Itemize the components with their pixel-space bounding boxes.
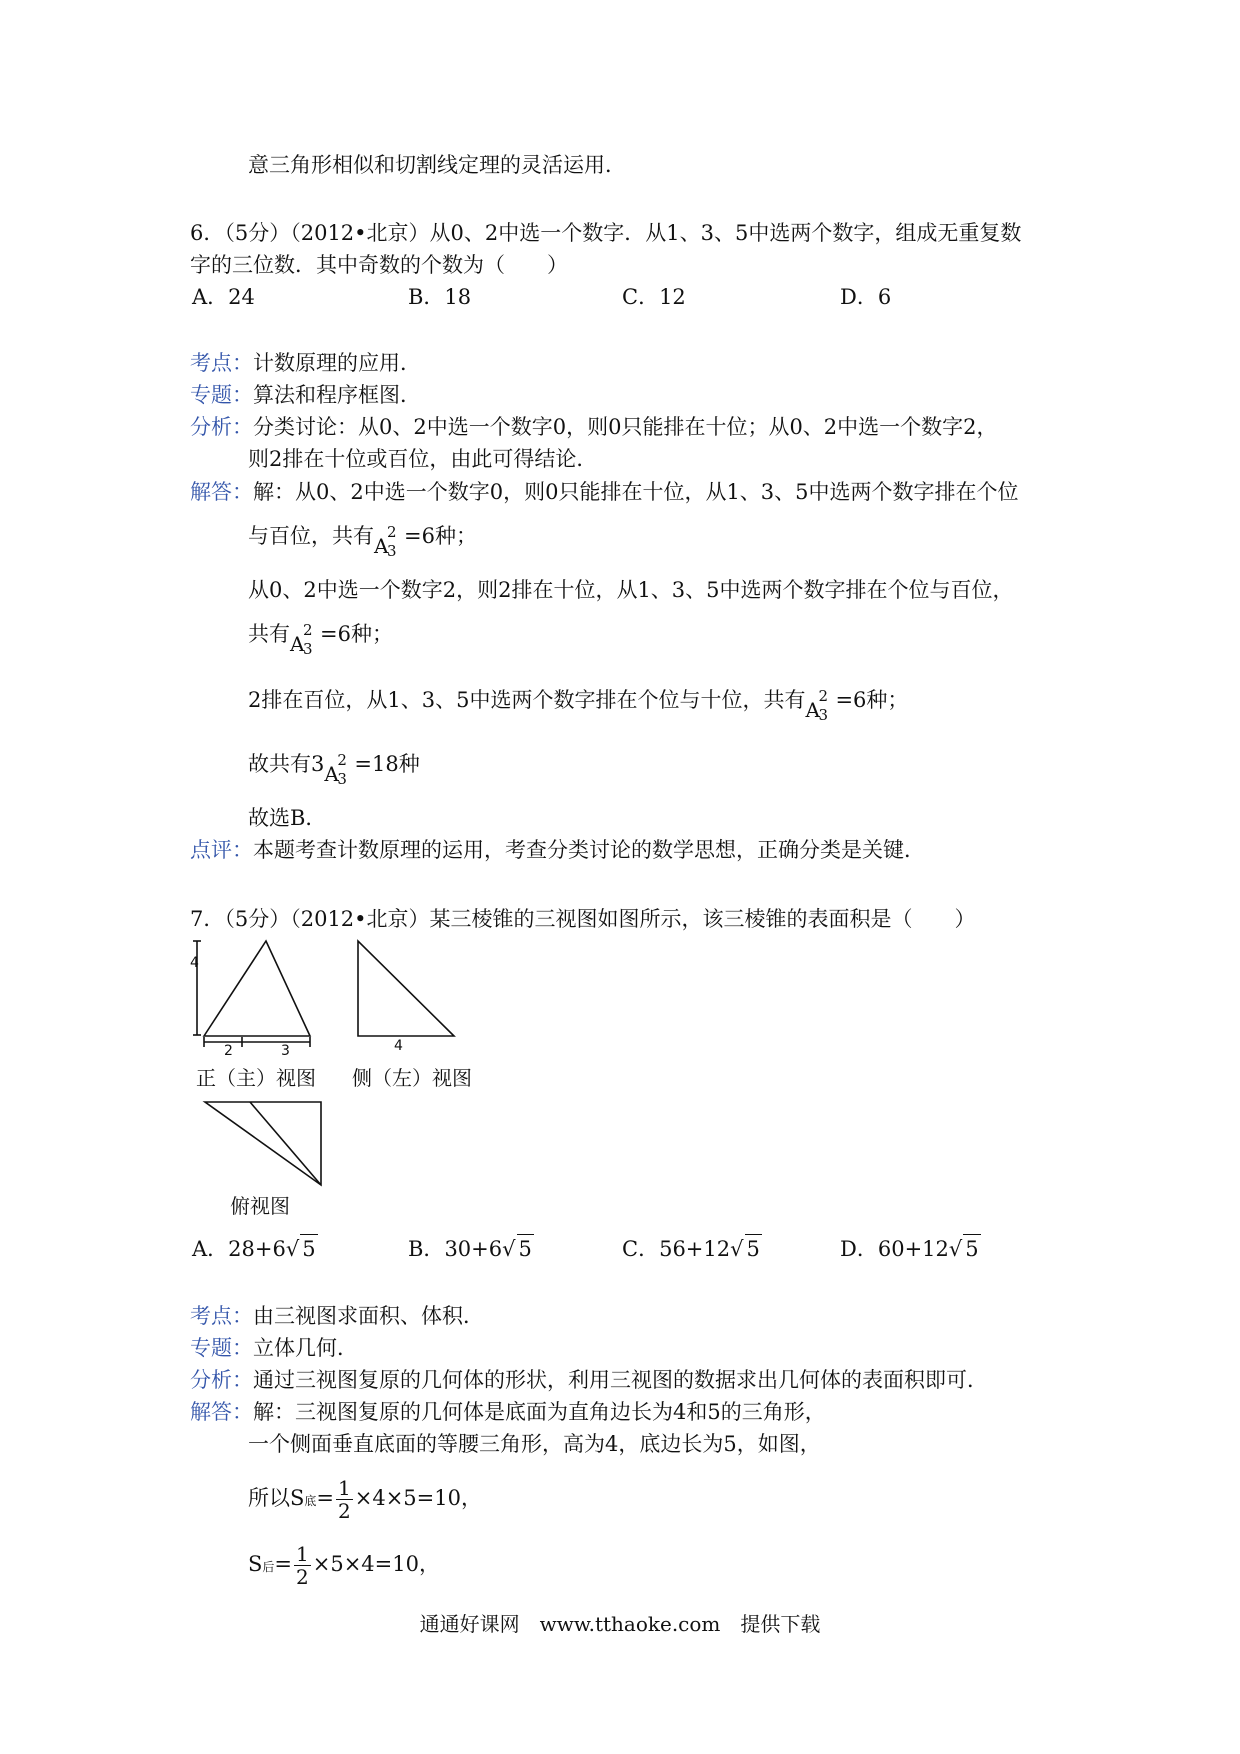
q6-kaodian-text: 计数原理的应用． [253, 351, 421, 375]
perm-sup: 2 [387, 522, 397, 541]
q6-dianping-tag: 点评： [190, 838, 253, 862]
fraction-numerator: 1 [338, 1476, 351, 1500]
q7-jieda3-pre: 所以S [248, 1486, 305, 1510]
q7-jieda4-pre: S [248, 1552, 263, 1576]
q6-fenxi-row [190, 413, 998, 441]
q7-kaodian-row [190, 1302, 484, 1330]
perm-sup: 2 [818, 686, 828, 705]
q6-jieda-line7: 故选B． [248, 806, 327, 830]
q7-zhuanti-text: 立体几何． [253, 1336, 358, 1360]
q7-zhuanti-row [190, 1334, 358, 1362]
q6-zhuanti-tag: 专题： [190, 383, 253, 407]
q6-option-a: A．24 [192, 285, 255, 309]
q7-zhuanti-tag: 专题： [190, 1336, 253, 1360]
side-view-label: 侧（左）视图 [352, 1066, 472, 1090]
side-view [358, 941, 454, 1036]
fraction [294, 1543, 311, 1588]
q6-dianping-text: 本题考查计数原理的运用，考查分类讨论的数学思想，正确分类是关键． [253, 838, 925, 862]
q6-dianping-row [190, 836, 925, 864]
q6-jieda-line6 [248, 750, 420, 788]
q6-jieda6-pre: 故共有3 [248, 752, 325, 776]
perm-letter: A [290, 631, 305, 656]
q7-option-c-radicand: 5 [745, 1234, 762, 1263]
top-line: 意三角形相似和切割线定理的灵活运用． [248, 153, 626, 177]
q6-jieda2-post: =6种； [404, 524, 477, 548]
q7-option-a-value: 28+6 [228, 1237, 286, 1261]
q7-jieda-line4 [248, 1540, 440, 1591]
front-left-label: 2 [224, 1043, 233, 1059]
top-view-label: 俯视图 [230, 1194, 290, 1218]
q7-option-c-letter: C． [622, 1237, 660, 1261]
perm-sup: 2 [337, 750, 347, 769]
sqrt-sign: √ [502, 1237, 516, 1261]
q7-jieda4-sub: 后 [262, 1560, 275, 1574]
q7-option-b-letter: B． [408, 1237, 445, 1261]
q7-jieda3-eq: = [316, 1486, 335, 1510]
q6-option-b: B．18 [408, 285, 472, 309]
fraction-numerator: 1 [296, 1542, 309, 1566]
q7-jieda-row [190, 1398, 826, 1426]
q6-jieda4-pre: 共有 [248, 622, 290, 646]
q7-jieda3-sub: 底 [304, 1494, 317, 1508]
q7-fenxi-row [190, 1366, 988, 1394]
q6-stem-line2: 字的三位数．其中奇数的个数为（ ） [190, 253, 568, 277]
q6-jieda6-post: =18种 [354, 752, 420, 776]
perm-sub: 3 [387, 541, 397, 560]
q6-jieda4-post: =6种； [320, 622, 393, 646]
q7-option-d-radicand: 5 [963, 1234, 980, 1263]
q6-jieda-row [190, 478, 1019, 506]
q7-option-d-letter: D． [840, 1237, 878, 1261]
q6-kaodian-row [190, 349, 421, 377]
q7-option-d-value: 60+12 [877, 1237, 949, 1261]
front-right-label: 3 [281, 1043, 290, 1059]
top-view [205, 1102, 321, 1185]
q7-jieda-line3 [248, 1474, 482, 1525]
q6-option-c: C．12 [622, 285, 686, 309]
page-footer: 通通好课网 www.tthaoke.com 提供下载 [419, 1612, 821, 1636]
q7-stem: 7．（5分）（2012•北京）某三棱锥的三视图如图所示，该三棱锥的表面积是（ ） [190, 907, 976, 931]
q6-jieda-line4 [248, 620, 393, 658]
fraction-denominator: 2 [296, 1565, 309, 1589]
perm-symbol [290, 620, 320, 658]
front-view-label: 正（主）视图 [196, 1066, 316, 1090]
q7-fenxi-text: 通过三视图复原的几何体的形状，利用三视图的数据求出几何体的表面积即可． [253, 1368, 988, 1392]
front-view [193, 941, 310, 1047]
q7-jieda3-post: ×4×5=10， [354, 1486, 482, 1510]
perm-letter: A [374, 533, 389, 558]
perm-letter: A [805, 697, 820, 722]
q7-fenxi-tag: 分析： [190, 1368, 253, 1392]
front-height-label: 4 [190, 955, 199, 971]
q7-option-c-value: 56+12 [659, 1237, 731, 1261]
q6-jieda5-pre: 2排在百位，从1、3、5中选两个数字排在个位与十位，共有 [248, 688, 806, 712]
q6-fenxi-line2: 则2排在十位或百位，由此可得结论． [248, 447, 598, 471]
q6-jieda-line2 [248, 522, 477, 560]
q7-option-b-radicand: 5 [517, 1234, 534, 1263]
q7-option-a [192, 1234, 318, 1263]
q7-option-b-value: 30+6 [444, 1237, 503, 1261]
perm-symbol [374, 522, 404, 560]
q7-jieda-line2: 一个侧面垂直底面的等腰三角形，高为4，底边长为5，如图， [248, 1432, 821, 1456]
perm-letter: A [324, 761, 339, 786]
perm-symbol [324, 750, 354, 788]
fraction-denominator: 2 [338, 1499, 351, 1523]
q6-kaodian-tag: 考点： [190, 351, 253, 375]
q7-option-a-radicand: 5 [300, 1234, 317, 1263]
q6-jieda-line1: 解：从0、2中选一个数字0，则0只能排在十位，从1、3、5中选两个数字排在个位 [253, 480, 1019, 504]
q7-jieda4-eq: = [274, 1552, 293, 1576]
q7-jieda-line1: 解：三视图复原的几何体是底面为直角边长为4和5的三角形， [253, 1400, 826, 1424]
q6-zhuanti-text: 算法和程序框图． [253, 383, 421, 407]
fraction [336, 1477, 353, 1522]
perm-sub: 3 [303, 639, 313, 658]
q7-option-b [408, 1234, 534, 1263]
q7-jieda4-post: ×5×4=10， [312, 1552, 440, 1576]
q7-option-c [622, 1234, 762, 1263]
sqrt-sign: √ [948, 1237, 963, 1261]
q6-zhuanti-row [190, 381, 421, 409]
q6-jieda-tag: 解答： [190, 480, 253, 504]
perm-sup: 2 [303, 620, 313, 639]
q6-option-d: D．6 [840, 285, 892, 309]
side-base-label: 4 [394, 1038, 403, 1054]
q6-fenxi-tag: 分析： [190, 415, 253, 439]
sqrt-sign: √ [730, 1237, 744, 1261]
q7-option-d [840, 1234, 981, 1263]
q6-stem-line1: 6．（5分）（2012•北京）从0、2中选一个数字．从1、3、5中选两个数字，组成无重复数 [190, 221, 1022, 245]
q6-jieda2-pre: 与百位，共有 [248, 524, 374, 548]
perm-symbol [805, 686, 835, 724]
perm-sub: 3 [818, 705, 828, 724]
q6-jieda-line5 [248, 686, 909, 724]
q7-jieda-tag: 解答： [190, 1400, 253, 1424]
q7-kaodian-text: 由三视图求面积、体积． [253, 1304, 484, 1328]
q6-fenxi-line1: 分类讨论：从0、2中选一个数字0，则0只能排在十位；从0、2中选一个数字2， [253, 415, 998, 439]
q6-jieda-line3: 从0、2中选一个数字2，则2排在十位，从1、3、5中选两个数字排在个位与百位， [248, 578, 1014, 602]
q7-option-a-letter: A． [192, 1237, 229, 1261]
perm-sub: 3 [337, 769, 347, 788]
sqrt-sign: √ [285, 1237, 300, 1261]
q6-jieda5-post: =6种； [835, 688, 909, 712]
q7-kaodian-tag: 考点： [190, 1304, 253, 1328]
